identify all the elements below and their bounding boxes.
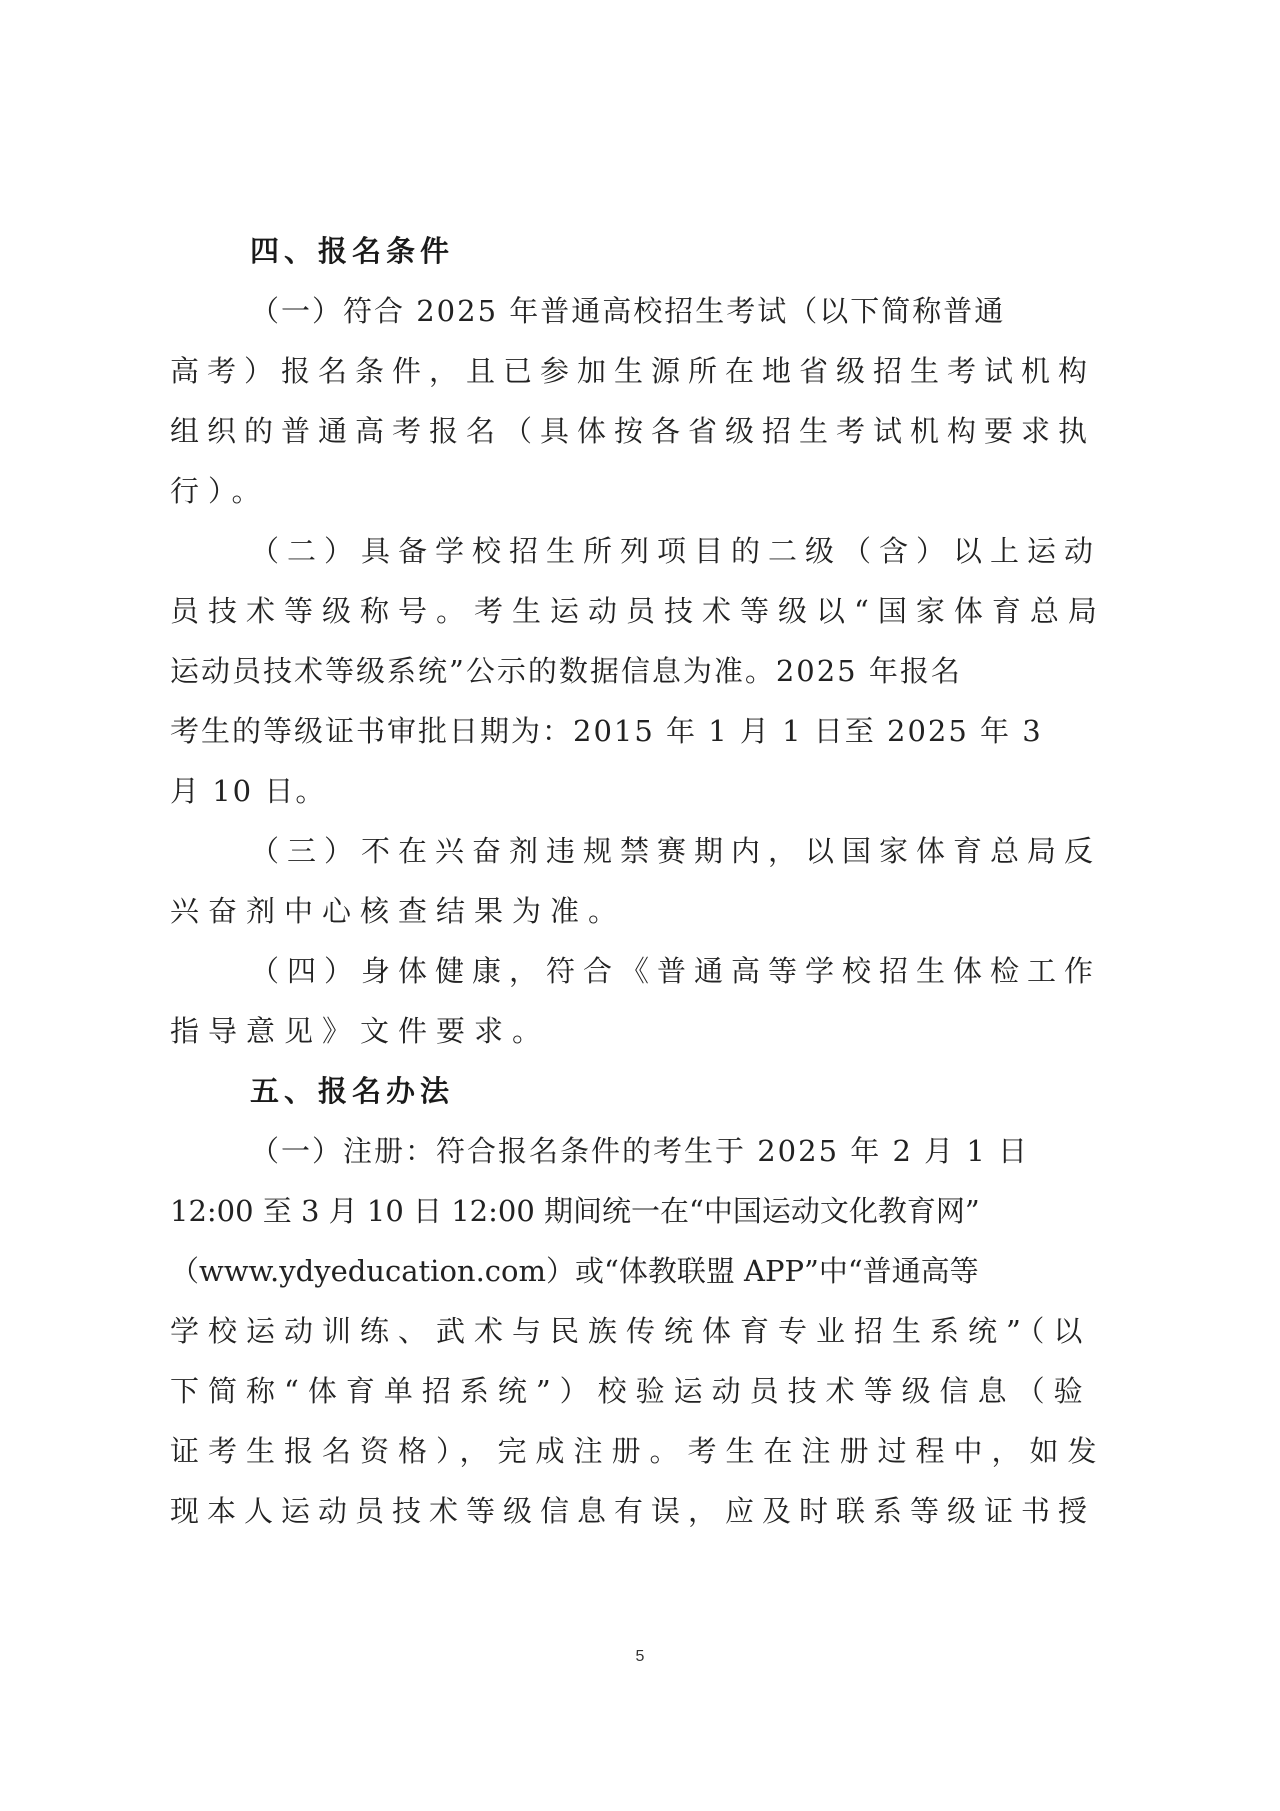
paragraph-line: （www.ydyeducation.com）或“体教联盟 APP”中“普通高等 — [170, 1254, 979, 1288]
paragraph-line: 12:00 至 3 月 10 日 12:00 期间统一在“中国运动文化教育网” — [170, 1194, 980, 1228]
paragraph-line: （一）符合 2025 年普通高校招生考试（以下简称普通 — [250, 294, 1006, 328]
page-number: 5 — [635, 1648, 645, 1665]
paragraph-line: 考生的等级证书审批日期为：2015 年 1 月 1 日至 2025 年 3 — [170, 714, 1043, 748]
paragraph — [170, 941, 1110, 1061]
paragraph-line: （四）身体健康，符合《普通高等学校招生体检工作 — [250, 954, 1102, 988]
section-heading: 五、报名办法 — [250, 1074, 455, 1108]
paragraph-line: 高考）报名条件，且已参加生源所在地省级招生考试机构 — [170, 354, 1096, 388]
paragraph-line: 运动员技术等级系统”公示的数据信息为准。2025 年报名 — [170, 654, 962, 688]
paragraph-line: （三）不在兴奋剂违规禁赛期内，以国家体育总局反 — [250, 834, 1102, 868]
paragraph-line: 组织的普通高考报名（具体按各省级招生考试机构要求执 — [170, 414, 1096, 448]
paragraph-line: 指导意见》文件要求。 — [170, 1014, 551, 1048]
paragraph-line: 兴奋剂中心核查结果为准。 — [170, 894, 627, 928]
paragraph-line: 下简称“体育单招系统”）校验运动员技术等级信息（验 — [170, 1374, 1092, 1408]
paragraph-line: 月 10 日。 — [170, 774, 327, 808]
section-heading: 四、报名条件 — [250, 234, 455, 268]
paragraph-line: 现本人运动员技术等级信息有误，应及时联系等级证书授 — [170, 1494, 1096, 1528]
document-body — [170, 221, 1110, 1541]
paragraph-line: 行）。 — [170, 474, 270, 508]
paragraph — [170, 281, 1110, 521]
paragraph — [170, 821, 1110, 941]
paragraph-line: （一）注册：符合报名条件的考生于 2025 年 2 月 1 日 — [250, 1134, 1030, 1168]
paragraph — [170, 1121, 1110, 1541]
paragraph — [170, 521, 1110, 821]
paragraph-line: 学校运动训练、武术与民族传统体育专业招生系统”（以 — [170, 1314, 1092, 1348]
paragraph-line: （二）具备学校招生所列项目的二级（含）以上运动 — [250, 534, 1102, 568]
paragraph-line: 员技术等级称号。考生运动员技术等级以“国家体育总局 — [170, 594, 1106, 628]
paragraph-line: 证考生报名资格），完成注册。考生在注册过程中，如发 — [170, 1434, 1106, 1468]
